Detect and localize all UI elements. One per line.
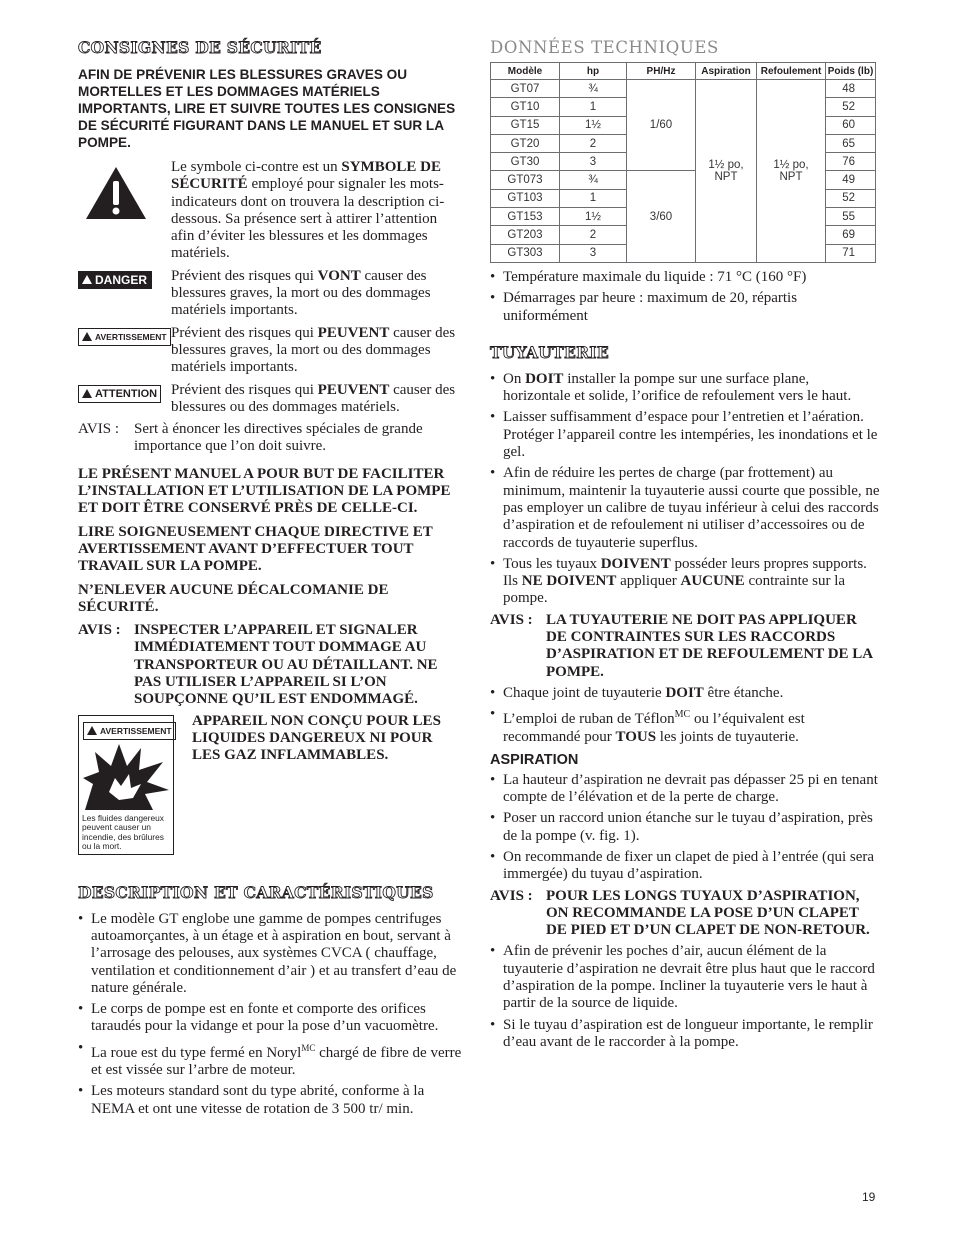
piping-title: TUYAUTERIE [490, 342, 609, 362]
hazard-badge: AVERTISSEMENT [83, 722, 176, 740]
list-item: • La roue est du type fermé en Noryl$^{MC}$ chargé de fibre de verre et est vissée sur l’arbre de moteur. [78, 1040, 464, 1080]
table-cell: 1½ po, NPT [757, 80, 826, 263]
table-header: Refoulement [757, 63, 826, 80]
table-header: hp [560, 63, 627, 80]
piping-list [490, 371, 880, 608]
list-item: • Poser un raccord union étanche sur le tuyau d’aspiration, près de la pompe (v. fig. 1). [490, 810, 880, 845]
decal-notice: N’ENLEVER AUCUNE DÉCALCOMANIE DE SÉCURITÉ. [78, 581, 389, 615]
list-item: • Chaque joint de tuyauterie DOIT être étanche. [490, 685, 880, 702]
table-header: Modèle [491, 63, 560, 80]
danger-badge: DANGER [78, 271, 152, 289]
table-cell: 1½ [560, 208, 627, 226]
avis-text: INSPECTER L’APPAREIL ET SIGNALER IMMÉDIATEMENT TOUT DOMMAGE AU TRANSPORTEUR OU AU DÉTAILLANT. NE PAS UTILISER L’APPAREIL SI L’ON SOUPÇONNE QU’IL EST ENDOMMAGÉ. [134, 622, 438, 708]
table-cell: GT153 [491, 208, 560, 226]
tech-list [490, 269, 880, 325]
table-cell: GT20 [491, 134, 560, 152]
warning-triangle-icon [87, 726, 97, 735]
table-cell: GT203 [491, 226, 560, 244]
table-cell: 55 [826, 208, 876, 226]
safety-symbol-box [78, 159, 171, 263]
warning-triangle-icon [82, 332, 92, 341]
hazard-warning-box [78, 715, 174, 855]
list-item: • Le corps de pompe est en fonte et comporte des orifices taraudés pour la vidange et pour la pose d’un vacuomètre. [78, 1001, 464, 1036]
avis-text: Sert à énoncer les directives spéciales de grande importance que l’on doit suivre. [134, 421, 423, 455]
table-cell: ¾ [560, 80, 627, 98]
table-header: Poids (lb) [826, 63, 876, 80]
not-designed-notice: APPAREIL NON CONÇU POUR LES LIQUIDES DANGEREUX NI POUR LES GAZ INFLAMMABLES. [192, 712, 441, 764]
avis-note-3 [490, 612, 880, 681]
table-cell: 71 [826, 244, 876, 262]
description-title: DESCRIPTION ET CARACTÉRISTIQUES [78, 882, 434, 902]
table-cell: 1/60 [627, 80, 696, 171]
table-cell: GT07 [491, 80, 560, 98]
table-cell: ¾ [560, 171, 627, 189]
avis-label: AVIS : [78, 622, 121, 639]
table-cell: GT073 [491, 171, 560, 189]
tech-data-title: DONNÉES TECHNIQUES [490, 38, 719, 57]
table-header-row [491, 63, 876, 80]
table-cell: 1½ po, NPT [696, 80, 757, 263]
avertissement-badge: AVERTISSEMENT [78, 328, 171, 346]
list-item: • Les moteurs standard sont du type abrité, conforme à la NEMA et ont une vitesse de rotation de 3 500 tr/ min. [78, 1083, 464, 1118]
avis-note-4 [490, 888, 880, 940]
attention-text: Prévient des risques qui PEUVENT causer des blessures ou des dommages matériels. [171, 381, 456, 415]
right-column [490, 38, 880, 1055]
avis-note-1 [78, 421, 464, 456]
avertissement-row [78, 325, 464, 377]
description-list [78, 911, 464, 1118]
list-item: • Démarrages par heure : maximum de 20, répartis uniformément [490, 290, 880, 325]
table-cell: GT10 [491, 98, 560, 116]
table-cell: 49 [826, 171, 876, 189]
table-cell: 1½ [560, 116, 627, 134]
piping-list-2 [490, 685, 880, 746]
table-cell: 65 [826, 134, 876, 152]
avis-text: POUR LES LONGS TUYAUX D’ASPIRATION, ON RECOMMANDE LA POSE D’UN CLAPET DE PIED ET D’UN CLAPET DE NON-RETOUR. [546, 887, 870, 939]
list-item: • La hauteur d’aspiration ne devrait pas dépasser 25 pi en tenant compte de l’élévation et de la perte de charge. [490, 772, 880, 807]
aspiration-list [490, 772, 880, 884]
safety-symbol-row [78, 159, 464, 263]
manual-notice: LE PRÉSENT MANUEL A POUR BUT DE FACILITER L’INSTALLATION ET L’UTILISATION DE LA POMPE ET DOIT ÊTRE CONSERVÉ PRÈS DE CELLE-CI. [78, 465, 451, 517]
list-item: • Afin de prévenir les poches d’air, aucun élément de la tuyauterie d’aspiration ne devrait être plus haut que le raccord d’aspiration de la pompe. Incliner la tuyauterie vers le haut à partir de la source de liquide. [490, 943, 880, 1012]
avis-label: AVIS : [490, 887, 533, 904]
table-row [491, 80, 876, 98]
avertissement-text: Prévient des risques qui PEUVENT causer des blessures graves, la mort ou des dommages matériels importants. [171, 324, 456, 376]
avis-note-2 [78, 622, 464, 708]
read-notice: LIRE SOIGNEUSEMENT CHAQUE DIRECTIVE ET AVERTISSEMENT AVANT D’EFFECTUER TOUT TRAVAIL SUR LA POMPE. [78, 523, 433, 575]
table-header: Aspiration [696, 63, 757, 80]
table-cell: 52 [826, 98, 876, 116]
table-header: PH/Hz [627, 63, 696, 80]
explosion-icon [79, 740, 173, 812]
list-item: • Température maximale du liquide : 71 °C (160 °F) [490, 269, 880, 286]
table-cell: 3/60 [627, 171, 696, 262]
table-cell: 3 [560, 153, 627, 171]
hazard-caption: Les fluides dangereux peuvent causer un incendie, des brûlures ou la mort. [82, 812, 164, 852]
warning-triangle-icon [82, 389, 92, 398]
list-item: • Tous les tuyaux DOIVENT posséder leurs propres supports. Ils NE DOIVENT appliquer AUCUNE contrainte sur la pompe. [490, 556, 880, 608]
table-cell: 60 [826, 116, 876, 134]
symbol-text: Le symbole ci-contre est un SYMBOLE DE SÉCURITÉ employé pour signaler les mots-indicateurs dont on trouvera la description ci-dessous. Sa présence sert à attirer l’attention afin d’éviter les blessures et les dommages matériels. [171, 159, 445, 262]
aspiration-title: ASPIRATION [490, 751, 579, 768]
hazard-row [78, 713, 464, 855]
table-cell: 1 [560, 98, 627, 116]
danger-text: Prévient des risques qui VONT causer des blessures graves, la mort ou des dommages matériels importants. [171, 267, 431, 319]
attention-row [78, 382, 464, 417]
list-item: • Afin de réduire les pertes de charge (par frottement) au minimum, maintenir la tuyauterie aussi courte que possible, ne pas employer un calibre de tuyau inférieur à celui des raccords d’aspiration et de refoulement ni utiliser d’accessoires ou de raccords de tuyauterie superflus. [490, 465, 880, 551]
table-cell: 69 [826, 226, 876, 244]
list-item: • On recommande de fixer un clapet de pied à l’entrée (qui sera immergée) du tuyau d’aspiration. [490, 849, 880, 884]
safety-intro: AFIN DE PRÉVENIR LES BLESSURES GRAVES OU MORTELLES ET LES DOMMAGES MATÉRIELS IMPORTANTS, LIRE ET SUIVRE TOUTES LES CONSIGNES DE SÉCURITÉ FIGURANT DANS LE MANUEL ET SUR LA POMPE. [78, 67, 456, 150]
table-cell: GT103 [491, 189, 560, 207]
table-cell: 76 [826, 153, 876, 171]
avis-label: AVIS : [78, 421, 119, 438]
table-cell: 52 [826, 189, 876, 207]
table-cell: 2 [560, 226, 627, 244]
left-column [78, 38, 464, 1122]
table-cell: GT30 [491, 153, 560, 171]
table-cell: 3 [560, 244, 627, 262]
warning-triangle-icon [82, 275, 92, 284]
table-cell: GT15 [491, 116, 560, 134]
attention-badge: ATTENTION [78, 385, 161, 403]
page-number: 19 [862, 1190, 876, 1204]
table-cell: 48 [826, 80, 876, 98]
safety-title: CONSIGNES DE SÉCURITÉ [78, 38, 322, 57]
table-cell: 2 [560, 134, 627, 152]
list-item: • Si le tuyau d’aspiration est de longueur importante, le remplir d’eau avant de le raccorder à la pompe. [490, 1017, 880, 1052]
tech-data-table [490, 62, 876, 263]
avis-label: AVIS : [490, 611, 533, 628]
list-item: • Laisser suffisamment d’espace pour l’entretien et l’aération. Protéger l’appareil contre les intempéries, les inondations et le gel. [490, 409, 880, 461]
list-item: • L’emploi de ruban de Téflon$^{MC}$ ou l’équivalent est recommandé pour TOUS les joints de tuyauterie. [490, 706, 880, 746]
list-item: • On DOIT installer la pompe sur une surface plane, horizontale et solide, l’orifice de refoulement vers le haut. [490, 371, 880, 406]
table-cell: GT303 [491, 244, 560, 262]
aspiration-list-2 [490, 943, 880, 1051]
danger-row [78, 268, 464, 320]
table-cell: 1 [560, 189, 627, 207]
safety-alert-icon [84, 165, 148, 221]
avis-text: LA TUYAUTERIE NE DOIT PAS APPLIQUER DE CONTRAINTES SUR LES RACCORDS D’ASPIRATION ET DE REFOULEMENT DE LA POMPE. [546, 611, 873, 680]
list-item: • Le modèle GT englobe une gamme de pompes centrifuges autoamorçantes, à un étage et à aspiration en bout, servant à l’arrosage des pelouses, aux systèmes CVCA ( chauffage, ventilation et conditionnement d’air ) et au transfert d’eau de nature générale. [78, 911, 464, 997]
